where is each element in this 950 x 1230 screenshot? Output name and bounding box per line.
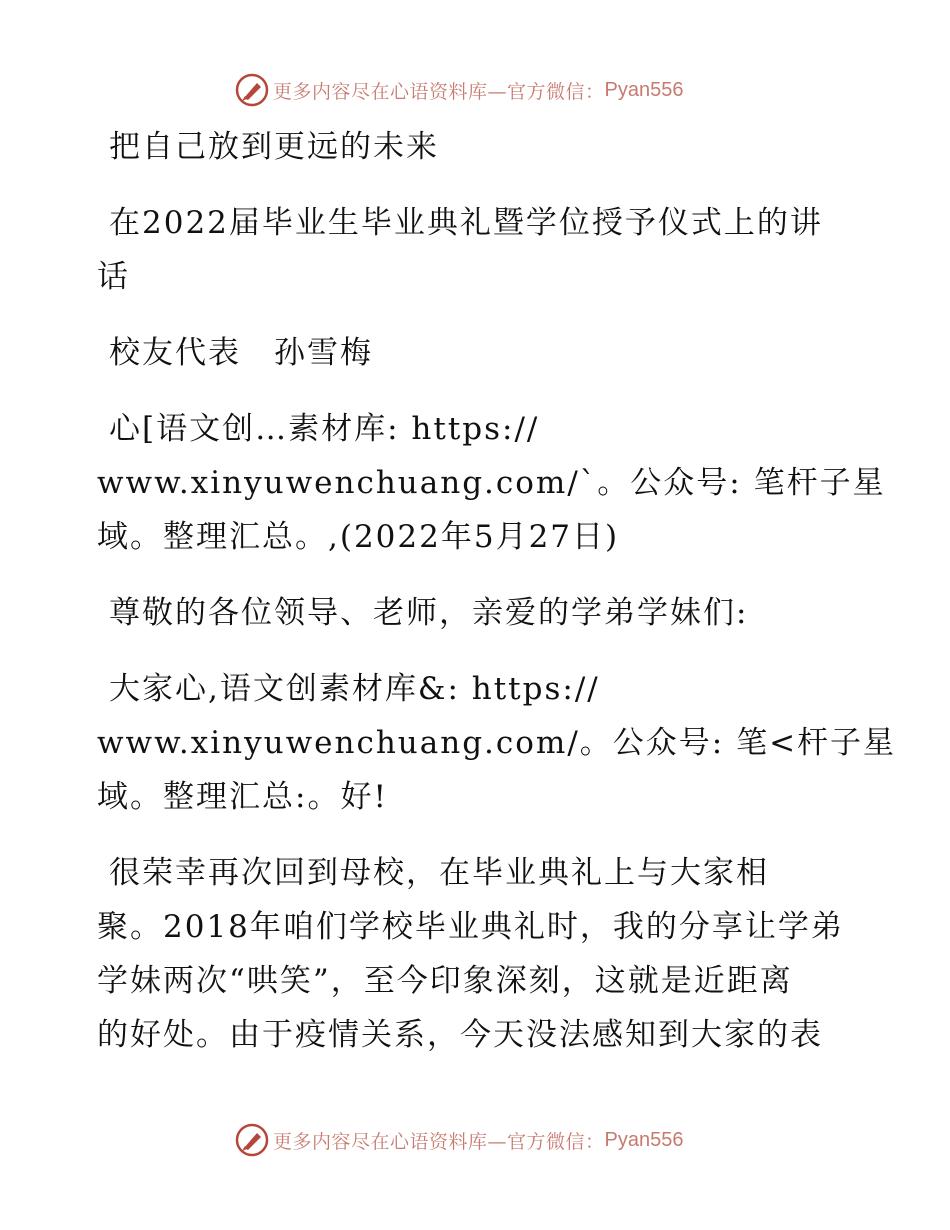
source-line-1: 心[语文创…素材库: https:// — [109, 411, 540, 447]
document-body — [97, 120, 897, 1062]
pen-nib-logo-icon — [235, 73, 269, 107]
watermark-wechat-id: Pyan556 — [604, 78, 684, 101]
greeting-line-3: 域。整理汇总:。好! — [97, 779, 388, 815]
watermark-header — [235, 70, 683, 110]
watermark-footer — [235, 1120, 683, 1160]
watermark-text: 更多内容尽在心语资料库—官方微信： — [273, 1130, 605, 1153]
subtitle-line-2: 话 — [97, 259, 130, 295]
author-line: 校友代表 孙雪梅 — [109, 335, 373, 371]
body-line-1: 很荣幸再次回到母校，在毕业典礼上与大家相 — [109, 855, 769, 891]
watermark-text: 更多内容尽在心语资料库—官方微信： — [273, 80, 605, 103]
body-line-3: 学妹两次“哄笑”，至今印象深刻，这就是近距离 — [97, 963, 793, 999]
body-line-2: 聚。2018年咱们学校毕业典礼时，我的分享让学弟 — [97, 909, 844, 945]
body-line-4: 的好处。由于疫情关系，今天没法感知到大家的表 — [97, 1017, 823, 1053]
document-title: 把自己放到更远的未来 — [109, 129, 439, 165]
subtitle-line-1: 在2022届毕业生毕业典礼暨学位授予仪式上的讲 — [109, 205, 823, 241]
source-line-3: 域。整理汇总。,(2022年5月27日) — [97, 519, 620, 555]
pen-nib-logo-icon — [235, 1123, 269, 1157]
source-line-2: www.xinyuwenchuang.com/`。公众号: 笔杆子星 — [97, 465, 886, 501]
greeting-line-1: 大家心,语文创素材库&: https:// — [109, 671, 600, 707]
greeting-line-2: www.xinyuwenchuang.com/。公众号: 笔<杆子星 — [97, 725, 897, 761]
salutation-line: 尊敬的各位领导、老师，亲爱的学弟学妹们: — [109, 595, 749, 631]
watermark-wechat-id: Pyan556 — [604, 1128, 684, 1151]
